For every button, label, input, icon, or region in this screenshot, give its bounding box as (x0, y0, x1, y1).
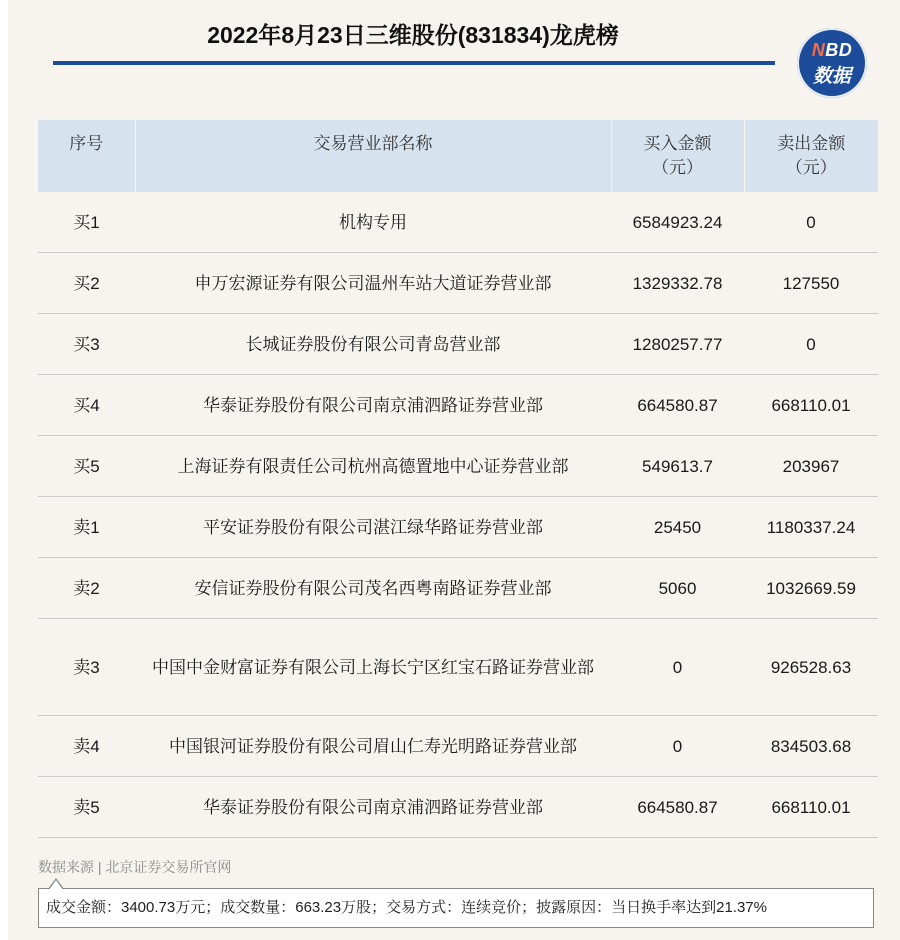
sell-cell: 668110.01 (744, 777, 878, 838)
sell-cell: 834503.68 (744, 716, 878, 777)
buy-cell: 1280257.77 (611, 314, 744, 375)
sell-cell: 203967 (744, 436, 878, 497)
broker-cell: 上海证券有限责任公司杭州高德置地中心证券营业部 (135, 436, 611, 497)
logo-text-data: 数据 (812, 66, 851, 87)
rank-cell: 卖4 (38, 716, 135, 777)
rank-cell: 买3 (38, 314, 135, 375)
table-row (38, 777, 878, 838)
sell-cell: 926528.63 (744, 619, 878, 716)
table-row (38, 314, 878, 375)
table-row (38, 253, 878, 314)
logo-letter-n: N (811, 40, 826, 60)
unit-note: （元） (785, 158, 837, 177)
sell-cell: 1180337.24 (744, 497, 878, 558)
nbd-logo (797, 28, 867, 98)
header-buy-amount: 买入金额 （元） (611, 120, 744, 192)
buy-cell: 0 (611, 716, 744, 777)
sell-cell: 0 (744, 314, 878, 375)
broker-cell: 中国中金财富证券有限公司上海长宁区红宝石路证券营业部 (135, 619, 611, 716)
rank-cell: 卖3 (38, 619, 135, 716)
broker-cell: 华泰证券股份有限公司南京浦泗路证券营业部 (135, 375, 611, 436)
trade-summary-box: 成交金额：3400.73万元；成交数量：663.23万股；交易方式：连续竞价；披露原因：当日换手率达到21.37% (38, 888, 874, 928)
table-row (38, 619, 878, 716)
unit-note: （元） (652, 158, 703, 177)
rank-cell: 买5 (38, 436, 135, 497)
buy-cell: 549613.7 (611, 436, 744, 497)
rank-cell: 买2 (38, 253, 135, 314)
buy-cell: 25450 (611, 497, 744, 558)
table-row (38, 716, 878, 777)
broker-cell: 长城证券股份有限公司青岛营业部 (135, 314, 611, 375)
callout-pointer-fill (49, 880, 63, 890)
buy-cell: 664580.87 (611, 375, 744, 436)
sell-cell: 1032669.59 (744, 558, 878, 619)
buy-cell: 664580.87 (611, 777, 744, 838)
table-row (38, 375, 878, 436)
rank-cell: 卖5 (38, 777, 135, 838)
rank-cell: 卖1 (38, 497, 135, 558)
sell-cell: 127550 (744, 253, 878, 314)
buy-cell: 1329332.78 (611, 253, 744, 314)
broker-cell: 平安证券股份有限公司湛江绿华路证券营业部 (135, 497, 611, 558)
sell-cell: 0 (744, 192, 878, 253)
broker-cell: 中国银河证券股份有限公司眉山仁寿光明路证券营业部 (135, 716, 611, 777)
table-row (38, 436, 878, 497)
buy-cell: 0 (611, 619, 744, 716)
page (8, 0, 900, 940)
data-source-note: 数据来源 | 北京证券交易所官网 (38, 859, 232, 875)
broker-cell: 机构专用 (135, 192, 611, 253)
header-sell-amount: 卖出金额 （元） (744, 120, 878, 192)
dragon-tiger-table (38, 120, 878, 838)
logo-letters-bd: BD (825, 40, 853, 60)
title-underline (53, 61, 775, 65)
buy-cell: 6584923.24 (611, 192, 744, 253)
broker-cell: 安信证券股份有限公司茂名西粤南路证券营业部 (135, 558, 611, 619)
broker-cell: 华泰证券股份有限公司南京浦泗路证券营业部 (135, 777, 611, 838)
sell-cell: 668110.01 (744, 375, 878, 436)
table-row (38, 192, 878, 253)
header-rank: 序号 (38, 120, 135, 192)
header-broker-name: 交易营业部名称 (135, 120, 611, 192)
table-row (38, 558, 878, 619)
buy-cell: 5060 (611, 558, 744, 619)
rank-cell: 买4 (38, 375, 135, 436)
table-header-row (38, 120, 878, 192)
table-row (38, 497, 878, 558)
broker-cell: 申万宏源证券有限公司温州车站大道证券营业部 (135, 253, 611, 314)
page-title: 2022年8月23日三维股份(831834)龙虎榜 (207, 22, 619, 48)
rank-cell: 卖2 (38, 558, 135, 619)
rank-cell: 买1 (38, 192, 135, 253)
